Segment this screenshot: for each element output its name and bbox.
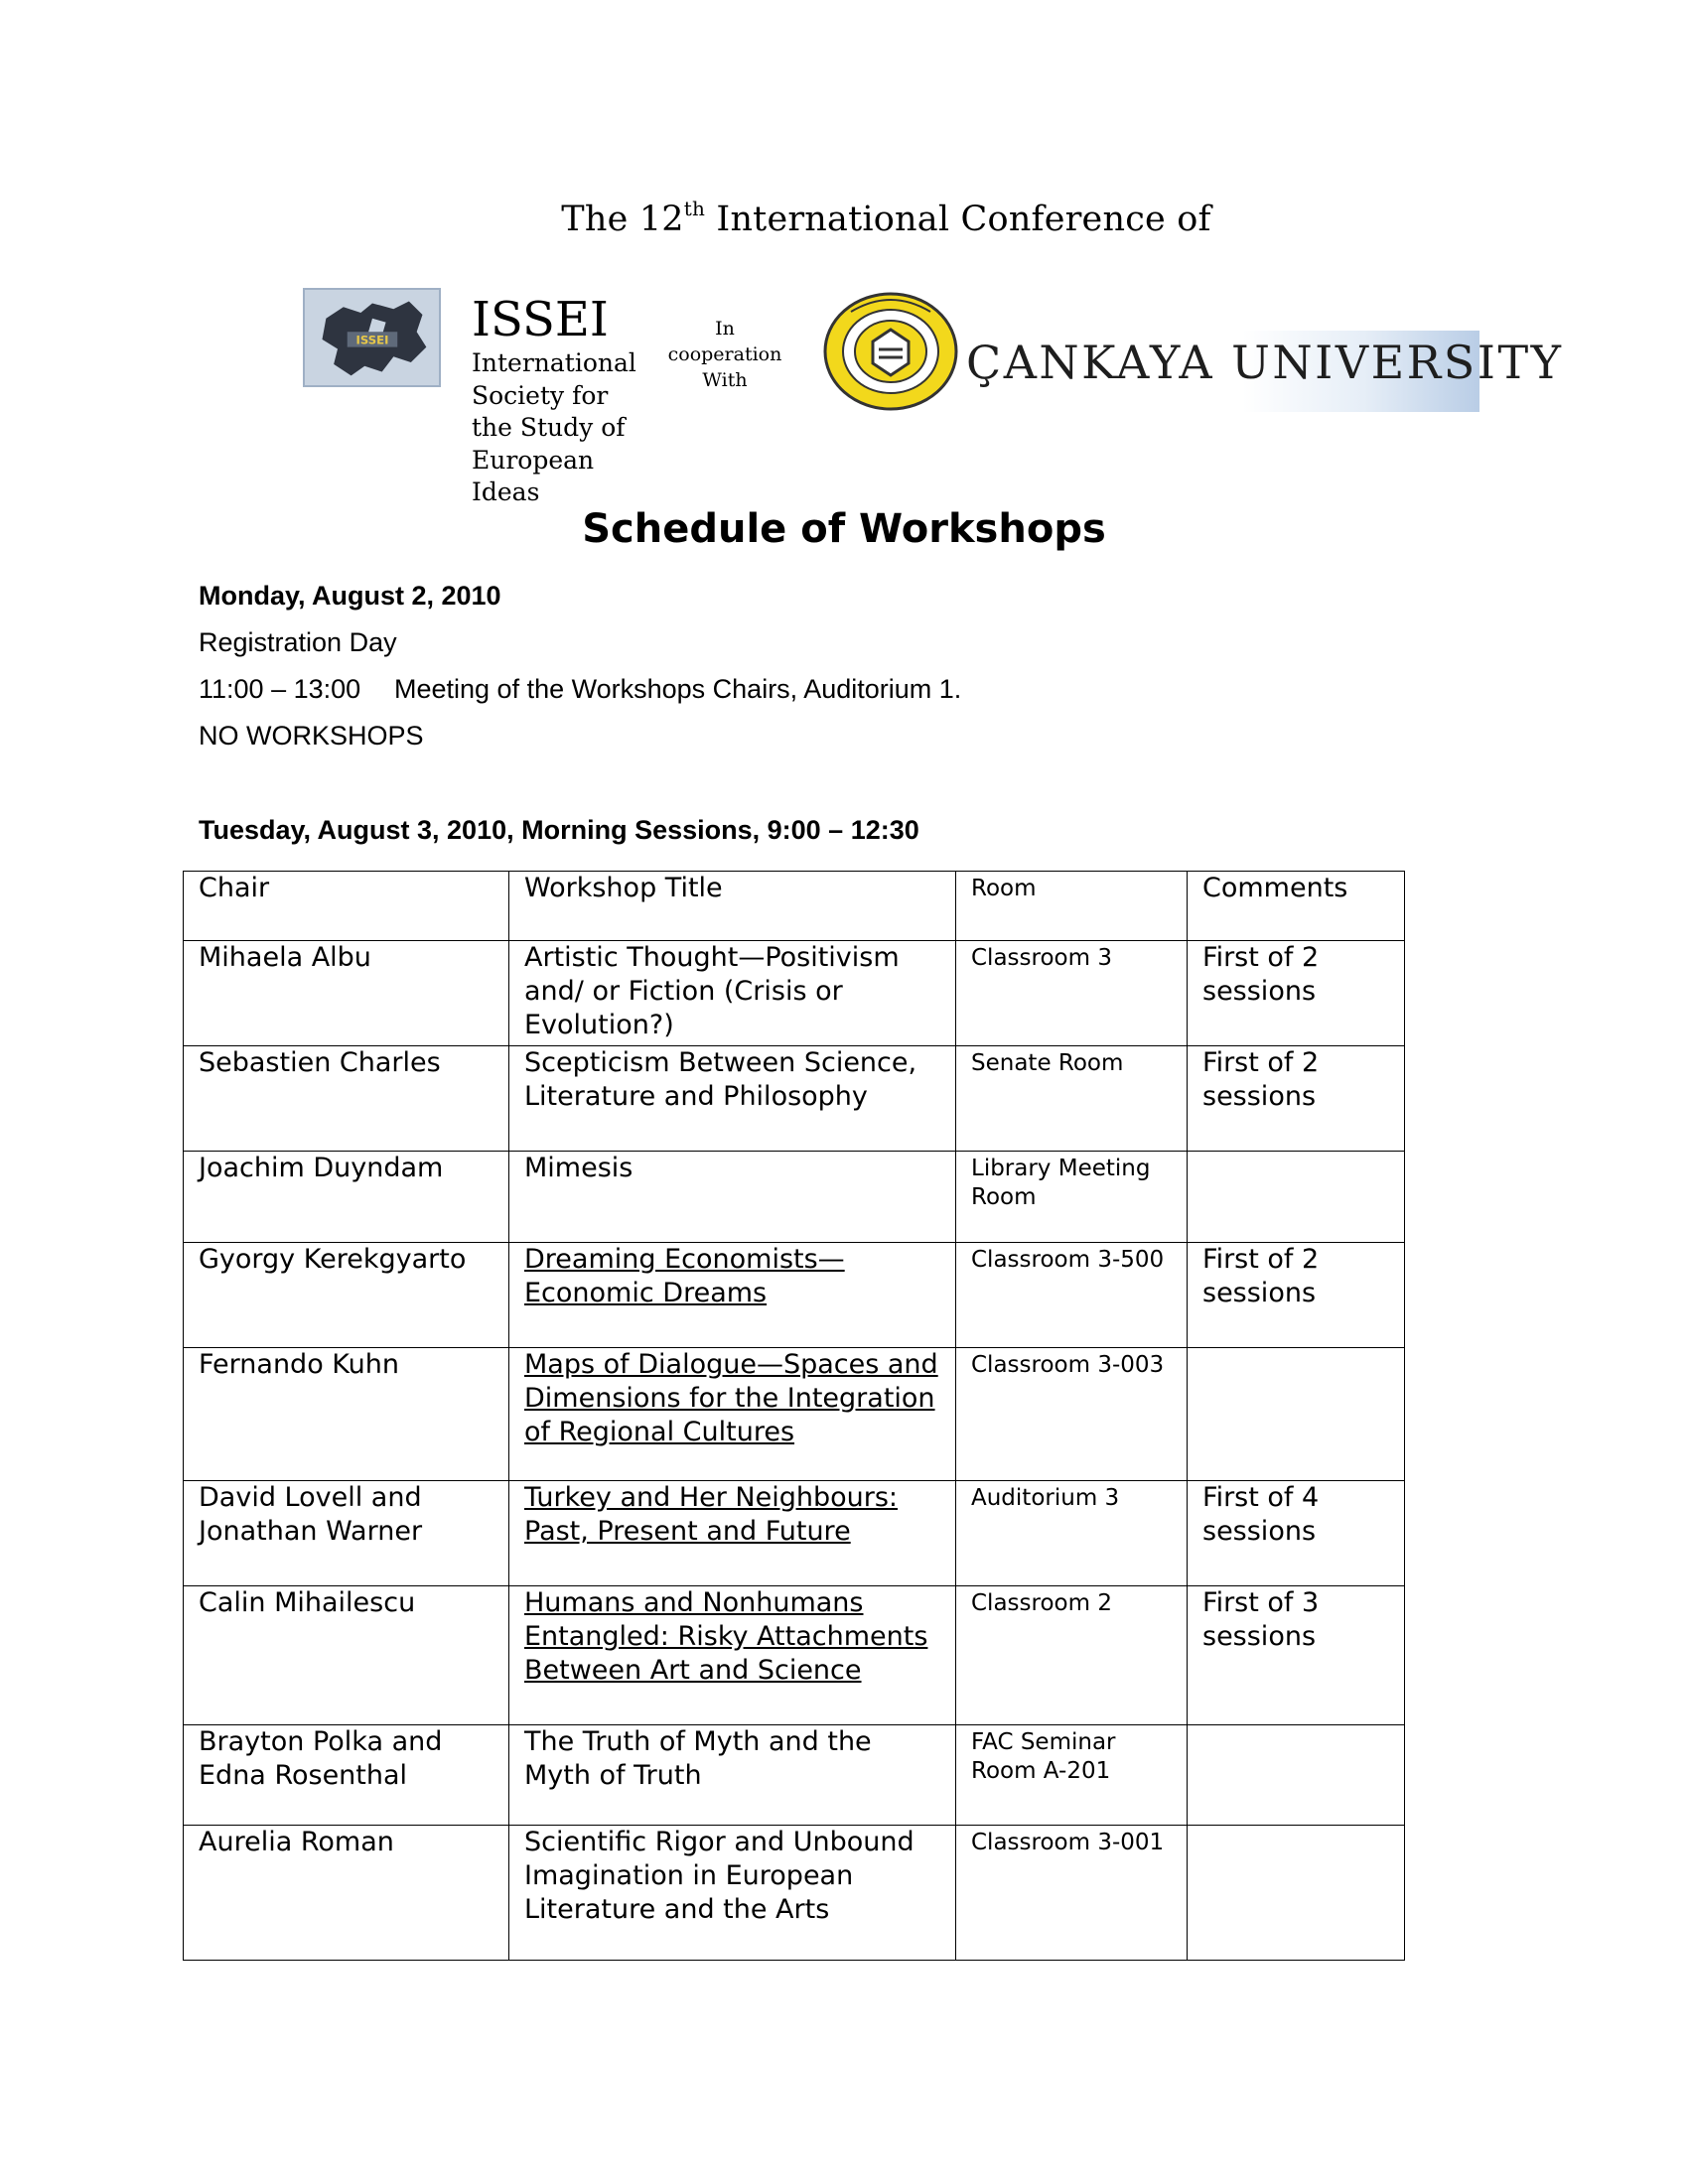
workshop-title-cell: The Truth of Myth and the Myth of Truth (509, 1725, 956, 1826)
table-row (184, 1586, 1405, 1725)
conference-title (0, 197, 1688, 239)
chairs-meeting (199, 672, 961, 706)
issei-logo-icon (303, 288, 441, 387)
comments-cell (1188, 1826, 1405, 1961)
room-cell: Classroom 3-003 (956, 1348, 1188, 1481)
chair-cell: Aurelia Roman (184, 1826, 509, 1961)
room-cell: Classroom 2 (956, 1586, 1188, 1725)
comments-cell (1188, 1152, 1405, 1243)
workshop-title-cell: Mimesis (509, 1152, 956, 1243)
room-cell: FAC Seminar Room A-201 (956, 1725, 1188, 1826)
issei-name: ISSEI (472, 292, 609, 347)
column-header-chair: Chair (184, 872, 509, 941)
tuesday-heading: Tuesday, August 3, 2010, Morning Sessions, 9:00 – 12:30 (199, 815, 919, 845)
column-header-room: Room (956, 872, 1188, 941)
workshop-title-cell: Humans and Nonhumans Entangled: Risky Attachments Between Art and Science (509, 1586, 956, 1725)
room-cell: Auditorium 3 (956, 1481, 1188, 1586)
workshop-title-cell: Artistic Thought—Positivism and/ or Fiction (Crisis or Evolution?) (509, 941, 956, 1046)
chair-cell: Sebastien Charles (184, 1046, 509, 1152)
cooperation-line-2: cooperation (667, 343, 782, 365)
monday-date: Monday, August 2, 2010 (199, 581, 501, 611)
table-row (184, 1725, 1405, 1826)
conference-title-ordinal: th (683, 197, 706, 220)
chair-cell: David Lovell and Jonathan Warner (184, 1481, 509, 1586)
cankaya-university-name: ÇANKAYA UNIVERSITY (966, 336, 1564, 389)
column-header-title: Workshop Title (509, 872, 956, 941)
chair-cell: Mihaela Albu (184, 941, 509, 1046)
comments-cell (1188, 1725, 1405, 1826)
table-row (184, 1348, 1405, 1481)
conference-title-prefix: The 12 (561, 200, 684, 239)
chair-cell: Brayton Polka and Edna Rosenthal (184, 1725, 509, 1826)
cankaya-seal-icon (821, 290, 960, 414)
table-row (184, 1046, 1405, 1152)
workshop-title-cell: Maps of Dialogue—Spaces and Dimensions for the Integration of Regional Cultures (509, 1348, 956, 1481)
comments-cell: First of 2 sessions (1188, 1243, 1405, 1348)
meeting-description: Meeting of the Workshops Chairs, Auditorium 1. (394, 674, 962, 704)
chair-cell: Calin Mihailescu (184, 1586, 509, 1725)
room-cell: Library Meeting Room (956, 1152, 1188, 1243)
workshop-table (183, 871, 1405, 1961)
room-cell: Classroom 3-500 (956, 1243, 1188, 1348)
issei-full-name: International Society for the Study of European Ideas (472, 348, 636, 506)
cooperation-line-1: In (715, 318, 735, 340)
comments-cell: First of 2 sessions (1188, 1046, 1405, 1152)
table-row (184, 1243, 1405, 1348)
svg-text:ISSEI: ISSEI (355, 333, 389, 347)
table-header-row (184, 872, 1405, 941)
comments-cell: First of 4 sessions (1188, 1481, 1405, 1586)
table-row (184, 1826, 1405, 1961)
comments-cell (1188, 1348, 1405, 1481)
workshop-title-cell: Scepticism Between Science, Literature and Philosophy (509, 1046, 956, 1152)
workshop-title-cell: Scientific Rigor and Unbound Imagination in European Literature and the Arts (509, 1826, 956, 1961)
registration-day: Registration Day (199, 627, 397, 657)
meeting-time: 11:00 – 13:00 (199, 674, 361, 704)
conference-title-suffix: International Conference of (705, 200, 1211, 239)
room-cell: Senate Room (956, 1046, 1188, 1152)
comments-cell: First of 3 sessions (1188, 1586, 1405, 1725)
table-row (184, 1481, 1405, 1586)
chair-cell: Joachim Duyndam (184, 1152, 509, 1243)
chair-cell: Gyorgy Kerekgyarto (184, 1243, 509, 1348)
comments-cell: First of 2 sessions (1188, 941, 1405, 1046)
page-title: Schedule of Workshops (582, 506, 1106, 552)
workshop-title-cell: Dreaming Economists—Economic Dreams (509, 1243, 956, 1348)
room-cell: Classroom 3 (956, 941, 1188, 1046)
table-row (184, 941, 1405, 1046)
room-cell: Classroom 3-001 (956, 1826, 1188, 1961)
no-workshops-note: NO WORKSHOPS (199, 721, 424, 751)
cooperation-note (655, 316, 794, 393)
table-row (184, 1152, 1405, 1243)
column-header-comments: Comments (1188, 872, 1405, 941)
workshop-title-cell: Turkey and Her Neighbours: Past, Present and Future (509, 1481, 956, 1586)
cooperation-line-3: With (702, 369, 748, 391)
chair-cell: Fernando Kuhn (184, 1348, 509, 1481)
